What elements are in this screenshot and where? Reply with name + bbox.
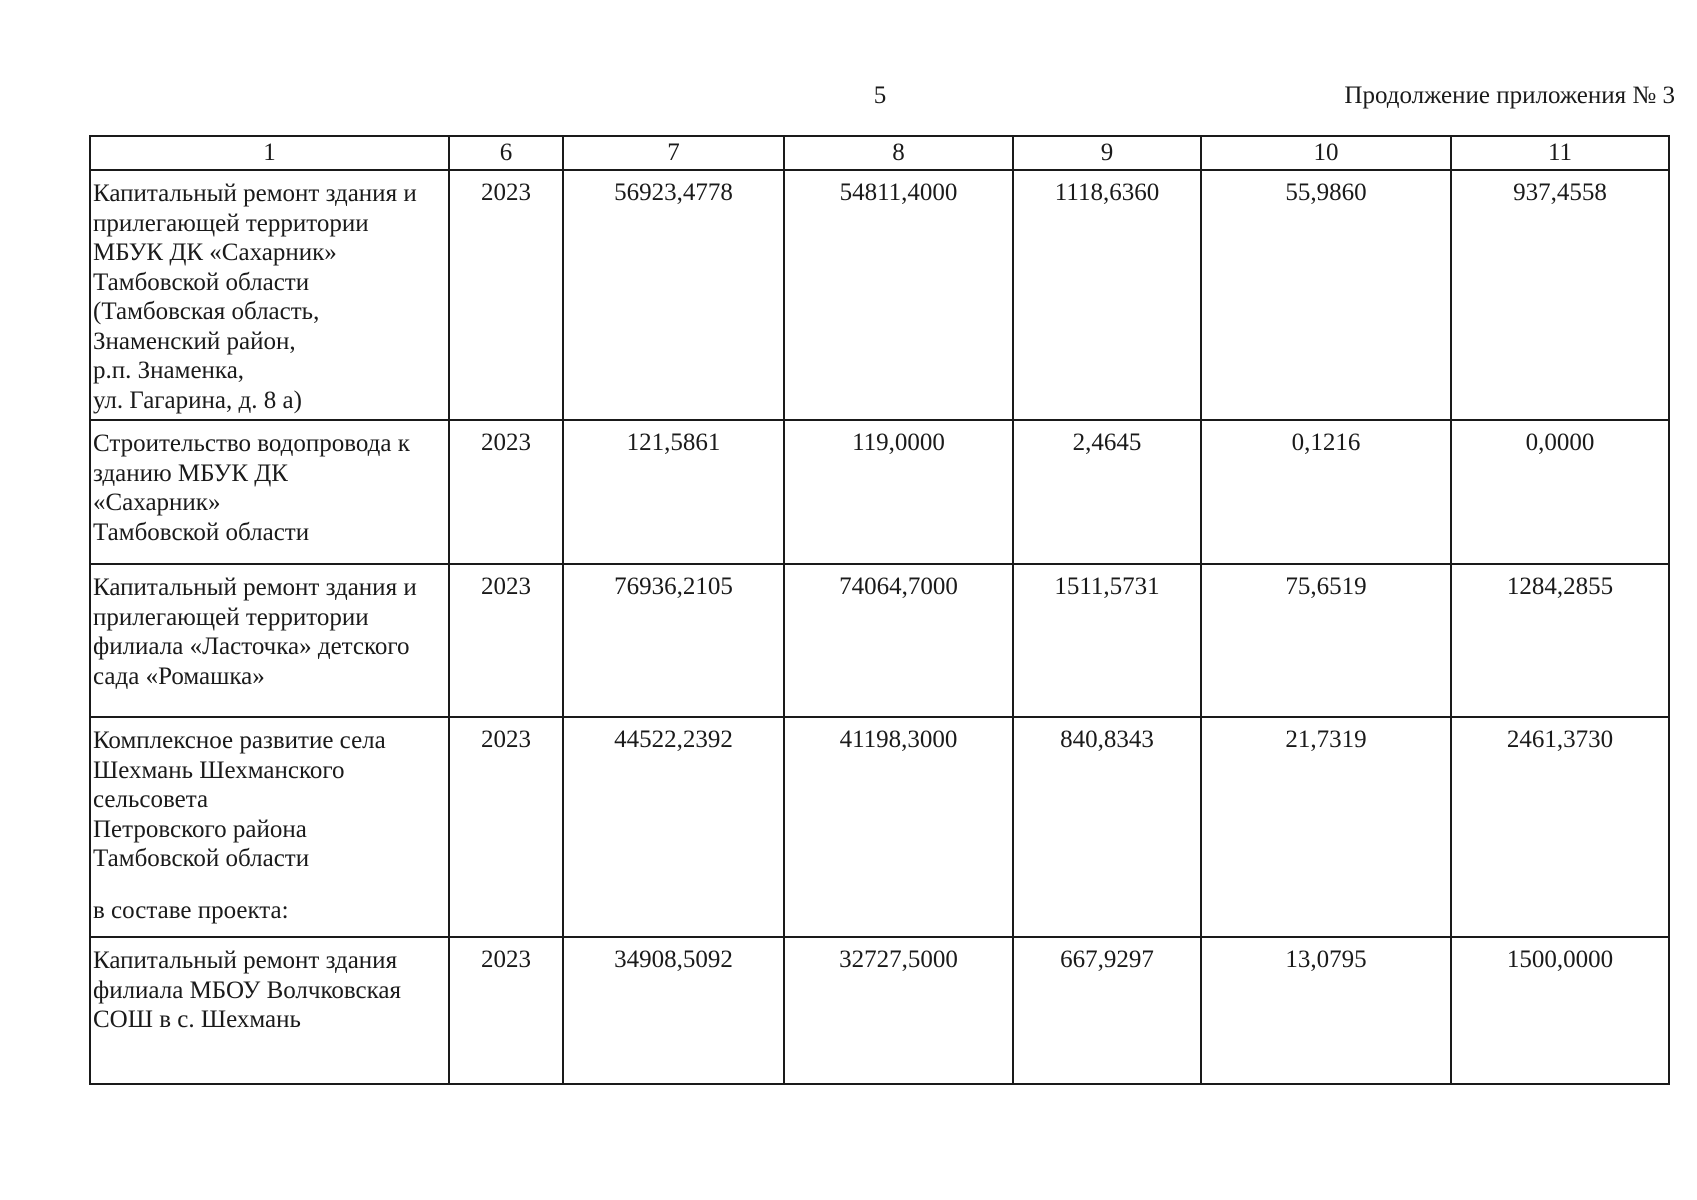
value-cell-col10: 55,9860 <box>1201 170 1451 420</box>
project-name-line: Знаменский район, <box>93 327 296 355</box>
column-header: 10 <box>1201 136 1451 170</box>
project-name-line: МБУК ДК «Сахарник» <box>93 239 337 266</box>
table-row <box>90 170 1669 420</box>
column-header: 6 <box>449 136 563 170</box>
value-cell-col10: 75,6519 <box>1201 564 1451 717</box>
value-cell-col9: 1511,5731 <box>1013 564 1201 717</box>
project-name-line: СОШ в с. Шехмань <box>93 1006 301 1033</box>
column-header: 1 <box>90 136 449 170</box>
value-cell-col9: 840,8343 <box>1013 717 1201 937</box>
value-cell-col10: 0,1216 <box>1201 420 1451 564</box>
project-name-line: Тамбовской области <box>93 845 310 872</box>
project-name-cell <box>90 937 449 1084</box>
column-header: 8 <box>784 136 1013 170</box>
value-cell-col7: 44522,2392 <box>563 717 784 937</box>
project-name-line: Тамбовской области <box>93 268 310 296</box>
value-cell-col11: 1500,0000 <box>1451 937 1669 1084</box>
value-cell-col8: 41198,3000 <box>784 717 1013 937</box>
project-name-line: филиала МБОУ Волчковская <box>93 976 401 1004</box>
project-name-line: Шехмань Шехманского <box>93 756 345 784</box>
value-cell-col11: 937,4558 <box>1451 170 1669 420</box>
table-row <box>90 420 1669 564</box>
value-cell-col11: 2461,3730 <box>1451 717 1669 937</box>
table-row <box>90 564 1669 717</box>
column-header: 9 <box>1013 136 1201 170</box>
value-cell-col7: 121,5861 <box>563 420 784 564</box>
project-name-line: ул. Гагарина, д. 8 а) <box>93 386 302 414</box>
continuation-caption: Продолжение приложения № 3 <box>1344 82 1675 109</box>
value-cell-col9: 1118,6360 <box>1013 170 1201 420</box>
column-header: 11 <box>1451 136 1669 170</box>
project-name-line: Комплексное развитие села <box>93 727 386 754</box>
value-cell-col8: 54811,4000 <box>784 170 1013 420</box>
project-name-line: Петровского района <box>93 815 307 843</box>
year-cell: 2023 <box>449 937 563 1084</box>
project-name-cell <box>90 717 449 937</box>
table-header-row <box>90 136 1669 170</box>
value-cell-col9: 667,9297 <box>1013 937 1201 1084</box>
value-cell-col11: 1284,2855 <box>1451 564 1669 717</box>
project-name-line: р.п. Знаменка, <box>93 357 245 384</box>
project-name-cell <box>90 170 449 420</box>
project-composition-note: в составе проекта: <box>93 896 289 924</box>
project-name-line: «Сахарник» <box>93 489 221 516</box>
project-name-line: сельсовета <box>93 786 209 813</box>
project-name-line: филиала «Ласточка» детского <box>93 633 410 660</box>
project-name-line: Тамбовской области <box>93 518 310 546</box>
value-cell-col9: 2,4645 <box>1013 420 1201 564</box>
year-cell: 2023 <box>449 564 563 717</box>
table-row <box>90 717 1669 937</box>
project-name-line: Капитальный ремонт здания и <box>93 180 417 207</box>
project-name-line: прилегающей территории <box>93 603 369 631</box>
value-cell-col10: 13,0795 <box>1201 937 1451 1084</box>
value-cell-col7: 76936,2105 <box>563 564 784 717</box>
value-cell-col11: 0,0000 <box>1451 420 1669 564</box>
appendix-table <box>89 135 1670 1085</box>
value-cell-col8: 32727,5000 <box>784 937 1013 1084</box>
value-cell-col10: 21,7319 <box>1201 717 1451 937</box>
project-name-cell <box>90 420 449 564</box>
project-name-line: прилегающей территории <box>93 209 369 237</box>
value-cell-col8: 119,0000 <box>784 420 1013 564</box>
value-cell-col8: 74064,7000 <box>784 564 1013 717</box>
project-name-line: Капитальный ремонт здания и <box>93 574 417 601</box>
value-cell-col7: 56923,4778 <box>563 170 784 420</box>
project-name-line: Капитальный ремонт здания <box>93 947 398 974</box>
project-name-line: (Тамбовская область, <box>93 298 320 325</box>
column-header: 7 <box>563 136 784 170</box>
project-name-line: сада «Ромашка» <box>93 662 265 690</box>
project-name-line: зданию МБУК ДК <box>93 459 288 487</box>
project-name-line: Строительство водопровода к <box>93 430 410 457</box>
value-cell-col7: 34908,5092 <box>563 937 784 1084</box>
page-number: 5 <box>873 82 887 109</box>
table-row <box>90 937 1669 1084</box>
year-cell: 2023 <box>449 420 563 564</box>
year-cell: 2023 <box>449 717 563 937</box>
project-name-cell <box>90 564 449 717</box>
year-cell: 2023 <box>449 170 563 420</box>
